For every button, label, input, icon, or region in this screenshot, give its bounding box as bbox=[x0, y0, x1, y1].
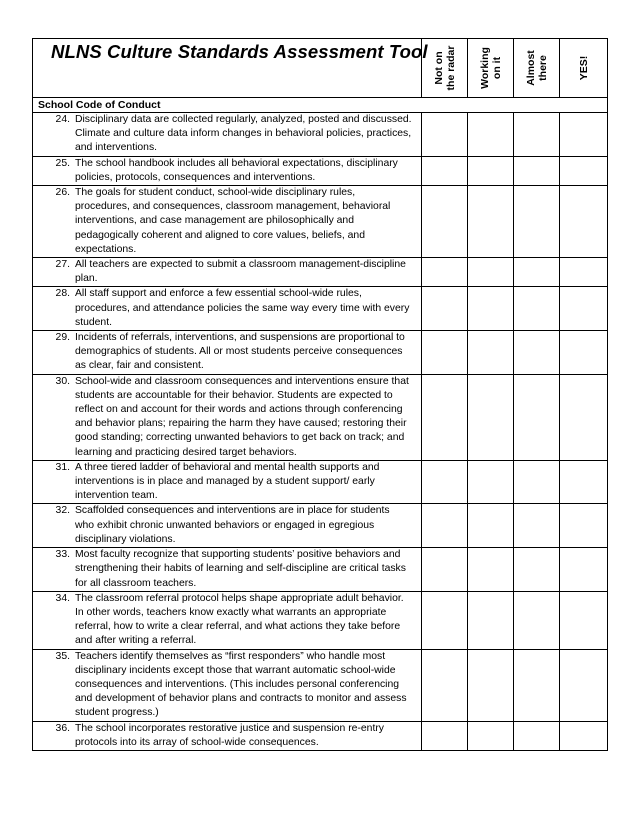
item-text-line: and development of behavior plans and contracts to monitor and assess bbox=[75, 693, 407, 705]
item-text-line: Teachers identify themselves as “first responders” who handle most bbox=[75, 650, 386, 662]
standard-description-cell bbox=[33, 374, 422, 460]
item-text bbox=[75, 186, 417, 257]
rating-cell-almost-there[interactable] bbox=[514, 156, 560, 185]
column-label-line: Working bbox=[478, 47, 491, 89]
column-label-line: there bbox=[536, 55, 549, 81]
rating-cell-almost-there[interactable] bbox=[514, 591, 560, 649]
item-text-line: disciplinary incidents except those that warrant automatic school-wide bbox=[75, 664, 396, 676]
item-number: 25. bbox=[55, 157, 70, 169]
standard-description-cell bbox=[33, 331, 422, 375]
item-text bbox=[75, 650, 417, 721]
list-item bbox=[33, 548, 417, 591]
item-number: 33. bbox=[55, 549, 70, 561]
table-row bbox=[33, 460, 608, 504]
rating-cell-not-on-the-radar[interactable] bbox=[422, 374, 468, 460]
item-text bbox=[75, 461, 417, 504]
rating-cell-not-on-the-radar[interactable] bbox=[422, 113, 468, 157]
standard-description-cell bbox=[33, 460, 422, 504]
item-text-line: and behavior plans; repairing the harm they have caused; restoring their bbox=[75, 418, 407, 430]
item-text-line: good standing; correcting unwanted behaviors to get back on track; and bbox=[75, 432, 405, 444]
rating-cell-yes[interactable] bbox=[560, 186, 608, 258]
rating-cell-not-on-the-radar[interactable] bbox=[422, 331, 468, 375]
item-text-line: procedures, and consequences, classroom management, behavioral bbox=[75, 201, 391, 213]
item-number: 29. bbox=[55, 332, 70, 344]
item-text bbox=[75, 722, 417, 750]
rating-cell-working-on-it[interactable] bbox=[468, 649, 514, 721]
rating-cell-not-on-the-radar[interactable] bbox=[422, 186, 468, 258]
standard-description-cell bbox=[33, 287, 422, 331]
item-text-line: The school incorporates restorative justice and suspension re-entry bbox=[75, 722, 384, 734]
rating-cell-not-on-the-radar[interactable] bbox=[422, 649, 468, 721]
column-label bbox=[479, 47, 503, 89]
rating-cell-yes[interactable] bbox=[560, 591, 608, 649]
table-row bbox=[33, 331, 608, 375]
table-row bbox=[33, 591, 608, 649]
item-text-line: student. bbox=[75, 316, 112, 328]
column-header-almost-there bbox=[514, 39, 560, 98]
rating-cell-working-on-it[interactable] bbox=[468, 374, 514, 460]
rating-cell-working-on-it[interactable] bbox=[468, 504, 514, 548]
list-item bbox=[33, 650, 417, 721]
item-text-line: learning and practicing desired target behaviors. bbox=[75, 446, 297, 458]
section-title: School Code of Conduct bbox=[33, 98, 608, 113]
item-text-line: The goals for student conduct, school-wide disciplinary rules, bbox=[75, 187, 356, 199]
table-row bbox=[33, 374, 608, 460]
item-text bbox=[75, 504, 417, 547]
item-text-line: students are accountable for their behavior. Students are expected to bbox=[75, 389, 393, 401]
section-row bbox=[33, 98, 608, 113]
table-row bbox=[33, 258, 608, 287]
column-label-line: Almost bbox=[524, 50, 537, 86]
list-item bbox=[33, 113, 417, 156]
rating-cell-yes[interactable] bbox=[560, 113, 608, 157]
rating-cell-almost-there[interactable] bbox=[514, 504, 560, 548]
list-item bbox=[33, 258, 417, 286]
column-label bbox=[525, 50, 549, 86]
item-text-line: Disciplinary data are collected regularly, analyzed, posted and discussed. bbox=[75, 114, 412, 125]
column-header-yes bbox=[560, 39, 608, 98]
page-title: NLNS Culture Standards Assessment Tool bbox=[51, 41, 428, 62]
item-number: 36. bbox=[55, 722, 70, 734]
rating-cell-almost-there[interactable] bbox=[514, 331, 560, 375]
rating-cell-almost-there[interactable] bbox=[514, 113, 560, 157]
column-label-line: Not on bbox=[432, 51, 445, 85]
list-item bbox=[33, 504, 417, 547]
item-number: 26. bbox=[55, 187, 70, 199]
rating-cell-yes[interactable] bbox=[560, 156, 608, 185]
rating-cell-yes[interactable] bbox=[560, 287, 608, 331]
item-text-line: student progress.) bbox=[75, 707, 159, 719]
title-cell bbox=[33, 39, 428, 98]
item-number: 27. bbox=[55, 259, 70, 271]
standard-description-cell bbox=[33, 156, 422, 185]
rating-cell-yes[interactable] bbox=[560, 548, 608, 592]
item-text-line: policies, protocols, consequences and interventions. bbox=[75, 171, 316, 183]
list-item bbox=[33, 157, 417, 185]
list-item bbox=[33, 375, 417, 460]
item-text bbox=[75, 157, 417, 185]
item-text-line: disciplinary violations. bbox=[75, 533, 176, 545]
item-text-line: and interventions. bbox=[75, 142, 158, 154]
rating-cell-not-on-the-radar[interactable] bbox=[422, 721, 468, 750]
rating-cell-not-on-the-radar[interactable] bbox=[422, 460, 468, 504]
rating-cell-not-on-the-radar[interactable] bbox=[422, 504, 468, 548]
rating-cell-not-on-the-radar[interactable] bbox=[422, 258, 468, 287]
rating-cell-yes[interactable] bbox=[560, 331, 608, 375]
rating-cell-yes[interactable] bbox=[560, 504, 608, 548]
standard-description-cell bbox=[33, 186, 422, 258]
assessment-table bbox=[32, 38, 608, 751]
header-row bbox=[33, 39, 608, 98]
rating-cell-working-on-it[interactable] bbox=[468, 287, 514, 331]
column-label bbox=[433, 46, 457, 91]
table-row bbox=[33, 548, 608, 592]
rating-cell-almost-there[interactable] bbox=[514, 186, 560, 258]
item-number: 28. bbox=[55, 288, 70, 300]
standard-description-cell bbox=[33, 591, 422, 649]
column-label-line: YES! bbox=[577, 55, 590, 81]
item-text-line: All teachers are expected to submit a classroom management-discipline bbox=[75, 259, 406, 271]
table-row bbox=[33, 186, 608, 258]
item-text bbox=[75, 331, 417, 374]
item-text bbox=[75, 548, 417, 591]
rating-cell-yes[interactable] bbox=[560, 460, 608, 504]
item-text-line: Scaffolded consequences and interventions are in place for students bbox=[75, 505, 390, 517]
item-text-line: All staff support and enforce a few essential school-wide rules, bbox=[75, 288, 362, 300]
standard-description-cell bbox=[33, 649, 422, 721]
column-header-working-on-it bbox=[468, 39, 514, 98]
table-row bbox=[33, 649, 608, 721]
item-text bbox=[75, 258, 417, 286]
item-text-line: for all classroom teachers. bbox=[75, 577, 197, 589]
item-text-line: referral, how to write a clear referral, and what actions they take before bbox=[75, 621, 401, 633]
item-text-line: who exhibit chronic unwanted behaviors or engaged in egregious bbox=[75, 519, 375, 531]
item-text-line: expectations. bbox=[75, 243, 137, 255]
column-header-not-on-the-radar bbox=[422, 39, 468, 98]
rating-cell-working-on-it[interactable] bbox=[468, 548, 514, 592]
standard-description-cell bbox=[33, 113, 422, 157]
item-text-line: Climate and culture data inform changes in behavioral policies, practices, bbox=[75, 128, 412, 140]
rating-cell-almost-there[interactable] bbox=[514, 649, 560, 721]
item-text-line: strengthening their habits of learning and self-discipline are critical tasks bbox=[75, 563, 406, 575]
rating-cell-almost-there[interactable] bbox=[514, 258, 560, 287]
rating-cell-working-on-it[interactable] bbox=[468, 331, 514, 375]
rating-cell-yes[interactable] bbox=[560, 649, 608, 721]
item-text-line: as clear, fair and consistent. bbox=[75, 360, 204, 372]
list-item bbox=[33, 331, 417, 374]
list-item bbox=[33, 186, 417, 257]
rating-cell-working-on-it[interactable] bbox=[468, 460, 514, 504]
rating-cell-working-on-it[interactable] bbox=[468, 721, 514, 750]
item-text-line: The school handbook includes all behavioral expectations, disciplinary bbox=[75, 157, 398, 169]
rating-cell-almost-there[interactable] bbox=[514, 287, 560, 331]
item-number: 34. bbox=[55, 592, 70, 604]
item-number: 35. bbox=[55, 650, 70, 662]
rating-cell-working-on-it[interactable] bbox=[468, 156, 514, 185]
table-row bbox=[33, 721, 608, 750]
rating-cell-not-on-the-radar[interactable] bbox=[422, 548, 468, 592]
table-row bbox=[33, 156, 608, 185]
item-text-line: A three tiered ladder of behavioral and mental health supports and bbox=[75, 461, 380, 473]
table-row bbox=[33, 113, 608, 157]
item-number: 31. bbox=[55, 461, 70, 473]
item-text-line: intervention team. bbox=[75, 490, 158, 502]
standard-description-cell bbox=[33, 258, 422, 287]
column-label-line: on it bbox=[490, 56, 503, 80]
item-number: 30. bbox=[55, 375, 70, 387]
column-label-line: the radar bbox=[444, 45, 457, 91]
item-text-line: pedagogically coherent and aligned to core values, beliefs, and bbox=[75, 229, 365, 241]
item-text-line: School-wide and classroom consequences and interventions ensure that bbox=[75, 375, 409, 387]
rating-cell-almost-there[interactable] bbox=[514, 460, 560, 504]
item-text-line: protocols into its array of school-wide consequences. bbox=[75, 736, 319, 748]
table-row bbox=[33, 287, 608, 331]
rating-cell-not-on-the-radar[interactable] bbox=[422, 287, 468, 331]
rating-cell-working-on-it[interactable] bbox=[468, 113, 514, 157]
rating-cell-working-on-it[interactable] bbox=[468, 186, 514, 258]
rating-cell-almost-there[interactable] bbox=[514, 548, 560, 592]
rating-cell-yes[interactable] bbox=[560, 721, 608, 750]
standard-description-cell bbox=[33, 504, 422, 548]
item-text bbox=[75, 287, 417, 330]
item-text bbox=[75, 592, 417, 649]
standard-description-cell bbox=[33, 548, 422, 592]
list-item bbox=[33, 592, 417, 649]
item-number: 32. bbox=[55, 505, 70, 517]
list-item bbox=[33, 287, 417, 330]
item-text-line: demographics of students. All or most students perceive consequences bbox=[75, 346, 403, 358]
rating-cell-yes[interactable] bbox=[560, 374, 608, 460]
rating-cell-working-on-it[interactable] bbox=[468, 258, 514, 287]
item-text-line: The classroom referral protocol helps shape appropriate adult behavior. bbox=[75, 592, 404, 604]
column-label bbox=[578, 56, 590, 81]
item-text-line: and after writing a referral. bbox=[75, 635, 197, 647]
list-item bbox=[33, 461, 417, 504]
item-text-line: Incidents of referrals, interventions, and suspensions are proportional to bbox=[75, 332, 405, 344]
rating-cell-yes[interactable] bbox=[560, 258, 608, 287]
item-text bbox=[75, 375, 417, 460]
item-text bbox=[75, 113, 417, 156]
item-text-line: interventions is in place and managed by a student support/ early bbox=[75, 476, 375, 488]
rating-cell-working-on-it[interactable] bbox=[468, 591, 514, 649]
rating-cell-not-on-the-radar[interactable] bbox=[422, 591, 468, 649]
table-row bbox=[33, 504, 608, 548]
item-text-line: procedures, and attendance policies the same way every time with every bbox=[75, 302, 410, 314]
item-text-line: interventions, and case management are philosophically and bbox=[75, 215, 354, 227]
rating-cell-almost-there[interactable] bbox=[514, 721, 560, 750]
item-text-line: In other words, teachers know exactly what warrants an appropriate bbox=[75, 606, 387, 618]
item-text-line: Most faculty recognize that supporting students’ positive behaviors and bbox=[75, 549, 401, 561]
rating-cell-not-on-the-radar[interactable] bbox=[422, 156, 468, 185]
rating-cell-almost-there[interactable] bbox=[514, 374, 560, 460]
item-text-line: plan. bbox=[75, 273, 98, 285]
item-text-line: consequences and interventions. (This includes personal conferencing bbox=[75, 678, 400, 690]
standard-description-cell bbox=[33, 721, 422, 750]
item-text-line: reflect on and account for their words and actions through conferencing bbox=[75, 404, 403, 416]
item-number: 24. bbox=[55, 114, 70, 125]
list-item bbox=[33, 722, 417, 750]
